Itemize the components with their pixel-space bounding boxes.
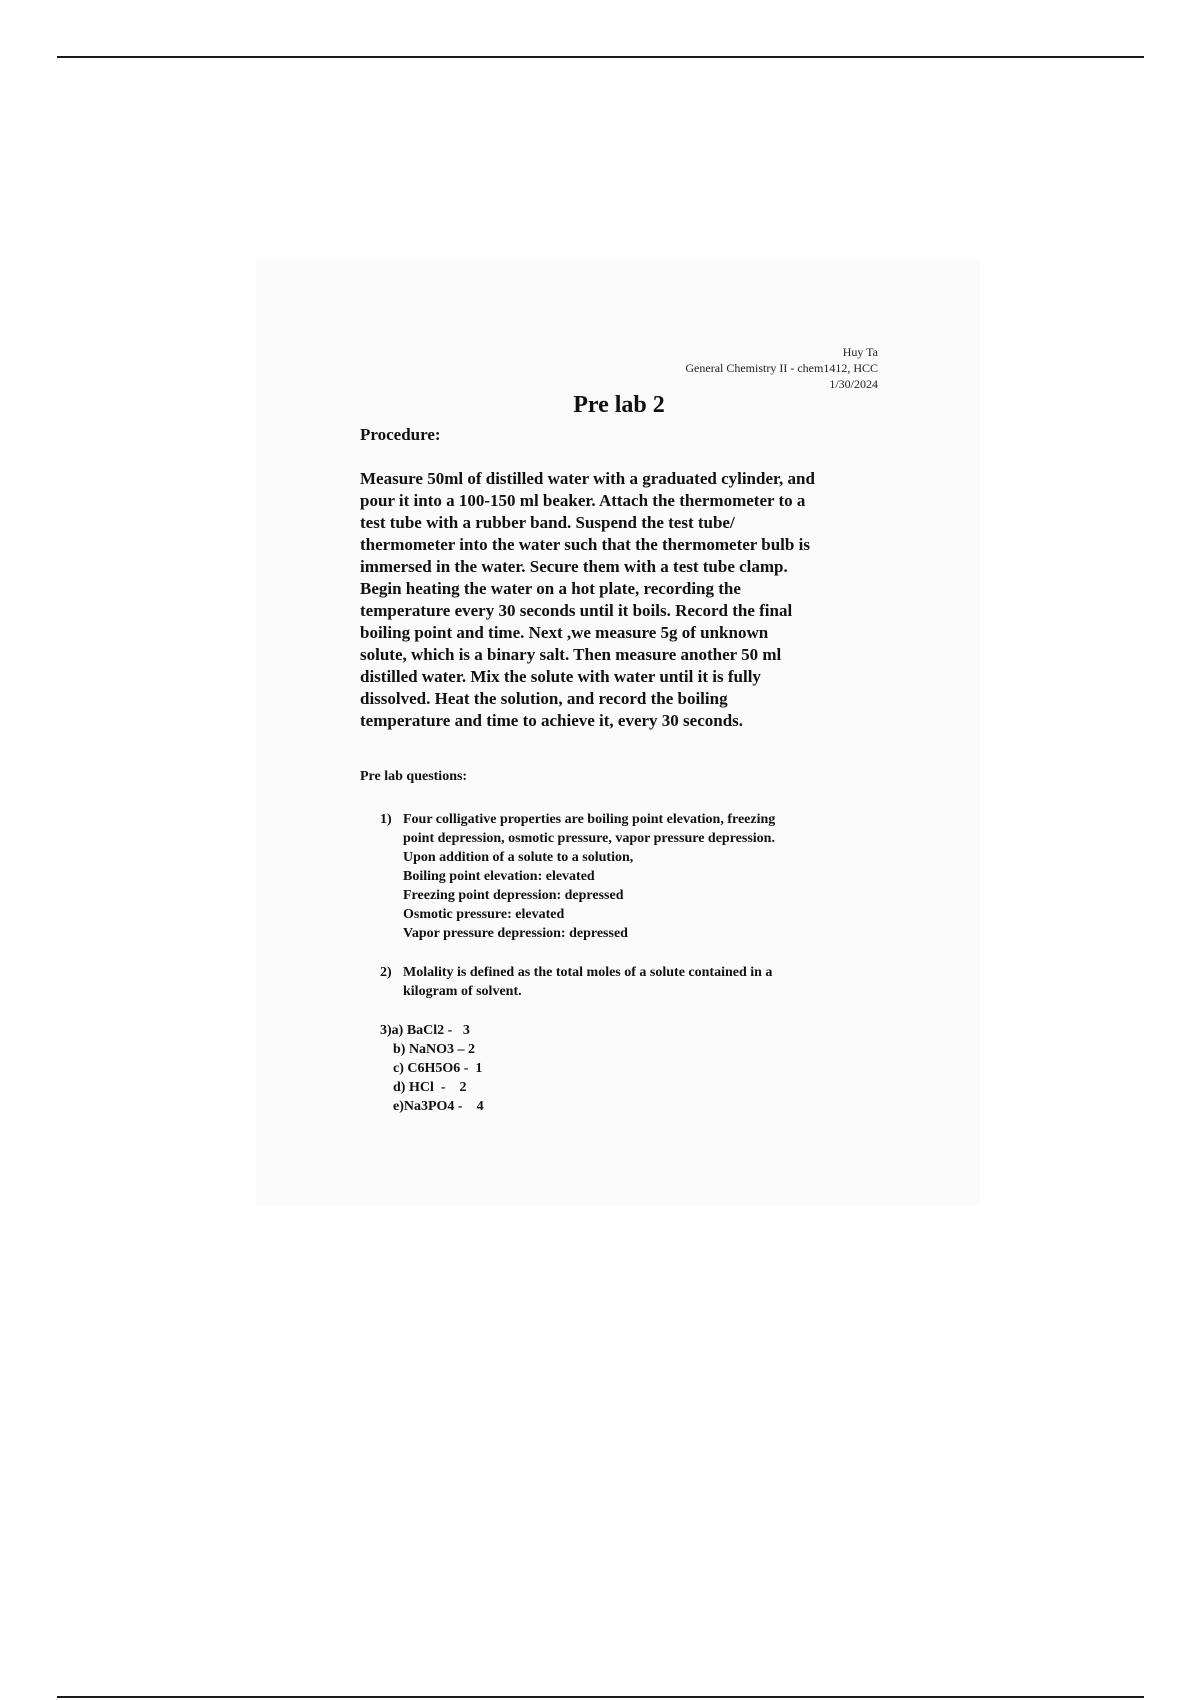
question-line: Four colligative properties are boiling point elevation, freezing <box>403 812 776 827</box>
procedure-line: Begin heating the water on a hot plate, recording the <box>360 579 741 598</box>
question-number: 1) <box>380 812 392 827</box>
question-line: Boiling point elevation: elevated <box>403 869 595 884</box>
question-line: Vapor pressure depression: depressed <box>403 926 628 941</box>
document-date: 1/30/2024 <box>829 377 878 391</box>
procedure-line: temperature every 30 seconds until it boils. Record the final <box>360 601 793 620</box>
author-name: Huy Ta <box>842 345 878 359</box>
question-line: point depression, osmotic pressure, vapor pressure depression. <box>403 831 775 846</box>
bottom-rule <box>57 1696 1144 1698</box>
course-name: General Chemistry II - chem1412, HCC <box>685 361 878 375</box>
answer-line: d) HCl - 2 <box>393 1080 467 1095</box>
question-line: Molality is defined as the total moles of a solute contained in a <box>403 965 773 980</box>
question-3-answers <box>380 1021 484 1116</box>
procedure-line: test tube with a rubber band. Suspend the test tube/ <box>360 513 735 532</box>
procedure-text <box>360 468 890 732</box>
procedure-line: Measure 50ml of distilled water with a graduated cylinder, and <box>360 469 815 488</box>
procedure-line: distilled water. Mix the solute with water until it is fully <box>360 667 761 686</box>
procedure-line: pour it into a 100-150 ml beaker. Attach the thermometer to a <box>360 491 806 510</box>
question-line: Upon addition of a solute to a solution, <box>403 850 634 865</box>
header-block <box>560 344 878 392</box>
answer-line: c) C6H5O6 - 1 <box>393 1061 483 1076</box>
procedure-line: solute, which is a binary salt. Then measure another 50 ml <box>360 645 782 664</box>
procedure-line: dissolved. Heat the solution, and record the boiling <box>360 689 728 708</box>
procedure-line: boiling point and time. Next ,we measure 5g of unknown <box>360 623 769 642</box>
question-line: kilogram of solvent. <box>403 984 522 999</box>
answer-line: 3)a) BaCl2 - 3 <box>380 1023 470 1038</box>
questions-list <box>380 810 880 1001</box>
answer-line: e)Na3PO4 - 4 <box>393 1099 484 1114</box>
question-2 <box>380 963 880 1001</box>
top-rule <box>57 56 1144 58</box>
procedure-line: thermometer into the water such that the thermometer bulb is <box>360 535 810 554</box>
question-number: 2) <box>380 965 392 980</box>
procedure-heading: Procedure: <box>360 425 441 444</box>
question-1 <box>380 810 880 943</box>
page-title: Pre lab 2 <box>573 392 665 418</box>
procedure-line: immersed in the water. Secure them with a test tube clamp. <box>360 557 788 576</box>
answer-line: b) NaNO3 – 2 <box>393 1042 476 1057</box>
questions-heading: Pre lab questions: <box>360 769 468 784</box>
question-line: Freezing point depression: depressed <box>403 888 624 903</box>
question-line: Osmotic pressure: elevated <box>403 907 565 922</box>
procedure-line: temperature and time to achieve it, every 30 seconds. <box>360 711 744 730</box>
